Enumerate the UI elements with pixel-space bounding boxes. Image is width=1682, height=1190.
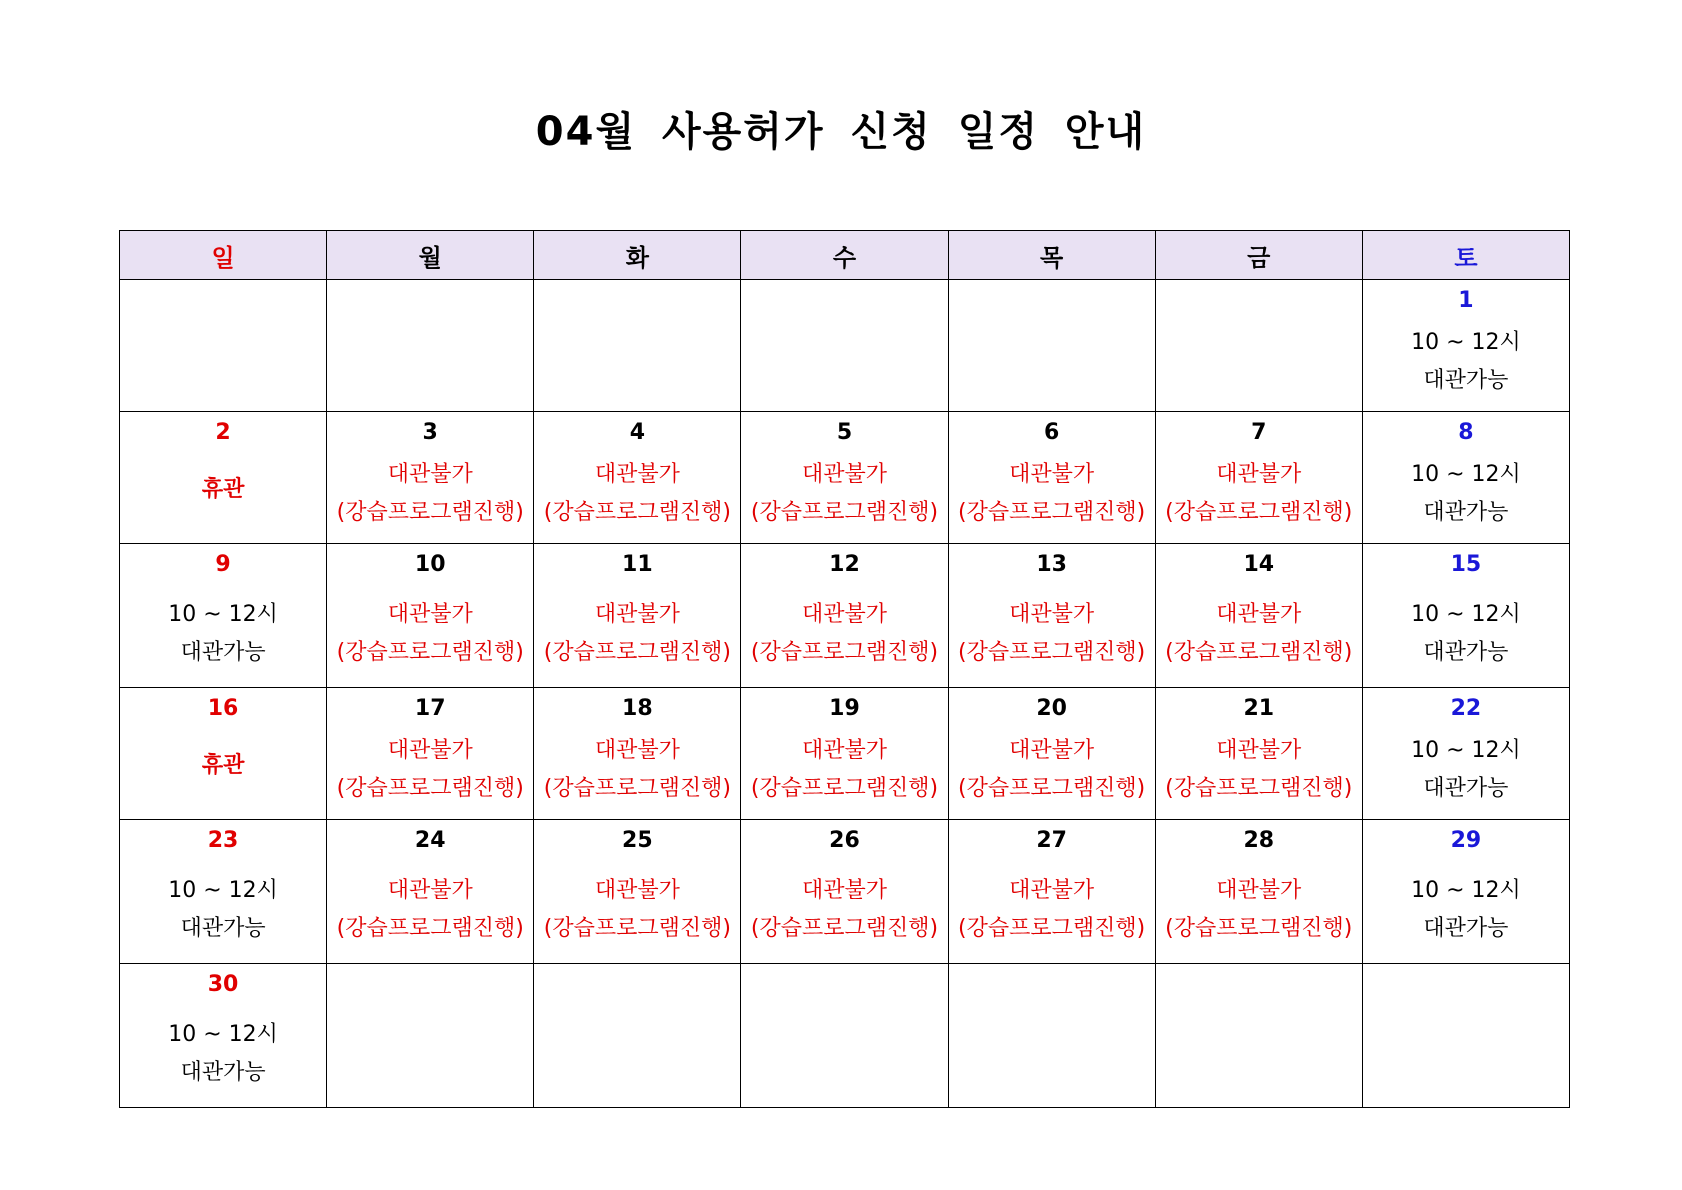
week-row	[120, 412, 1570, 544]
weekday-sat: 토	[1362, 231, 1569, 280]
available-label: 대관가능	[180, 640, 266, 665]
calendar-cell	[1362, 820, 1569, 964]
calendar-cell	[948, 412, 1155, 544]
calendar-cell	[327, 280, 534, 412]
day-number: 6	[1043, 420, 1060, 445]
day-number: 11	[622, 552, 653, 577]
unavailable-label: 대관불가	[594, 462, 680, 487]
program-label: (강습프로그램진행)	[336, 916, 524, 941]
program-label: (강습프로그램진행)	[750, 640, 939, 665]
calendar-cell	[327, 964, 534, 1108]
unavailable-label: 대관불가	[387, 602, 473, 627]
program-label: (강습프로그램진행)	[1165, 776, 1353, 801]
day-number: 15	[1450, 552, 1482, 577]
week-row	[120, 280, 1570, 412]
unavailable-label: 대관불가	[801, 462, 887, 487]
program-label: (강습프로그램진행)	[543, 640, 731, 665]
program-label: (강습프로그램진행)	[1165, 500, 1353, 525]
program-label: (강습프로그램진행)	[958, 500, 1146, 525]
calendar-cell	[741, 412, 948, 544]
day-number: 22	[1450, 696, 1482, 721]
calendar-cell	[1155, 820, 1362, 964]
program-label: (강습프로그램진행)	[336, 776, 524, 801]
calendar-cell	[1155, 544, 1362, 688]
program-label: (강습프로그램진행)	[543, 916, 731, 941]
program-label: (강습프로그램진행)	[958, 776, 1146, 801]
calendar-cell	[534, 688, 741, 820]
week-row	[120, 964, 1570, 1108]
available-time: 10 ~ 12시	[1411, 602, 1521, 627]
calendar-cell	[327, 820, 534, 964]
weekday-wed: 수	[741, 231, 948, 280]
calendar-cell	[1155, 964, 1362, 1108]
available-label: 대관가능	[1423, 640, 1509, 665]
day-number: 1	[1458, 288, 1474, 313]
available-time: 10 ~ 12시	[1411, 878, 1521, 903]
day-number: 21	[1243, 696, 1275, 721]
available-label: 대관가능	[1423, 776, 1509, 801]
calendar-cell	[327, 412, 534, 544]
day-number: 17	[414, 696, 446, 721]
available-label: 대관가능	[1423, 368, 1509, 393]
day-number: 25	[622, 828, 653, 853]
program-label: (강습프로그램진행)	[336, 500, 524, 525]
day-number: 16	[207, 696, 239, 721]
program-label: (강습프로그램진행)	[336, 640, 524, 665]
day-number: 10	[414, 552, 446, 577]
unavailable-label: 대관불가	[1009, 878, 1095, 903]
calendar-cell	[1362, 964, 1569, 1108]
program-label: (강습프로그램진행)	[543, 776, 731, 801]
unavailable-label: 대관불가	[801, 602, 887, 627]
calendar-cell	[534, 820, 741, 964]
calendar-cell	[1155, 412, 1362, 544]
day-number: 29	[1450, 828, 1482, 853]
day-number: 27	[1036, 828, 1067, 853]
week-row	[120, 688, 1570, 820]
unavailable-label: 대관불가	[387, 878, 473, 903]
unavailable-label: 대관불가	[1216, 602, 1302, 627]
calendar-cell	[120, 412, 327, 544]
day-number: 13	[1036, 552, 1067, 577]
available-label: 대관가능	[180, 1060, 266, 1085]
available-label: 대관가능	[1423, 916, 1509, 941]
calendar-cell	[534, 412, 741, 544]
unavailable-label: 대관불가	[1216, 738, 1302, 763]
available-label: 대관가능	[1423, 500, 1509, 525]
day-number: 2	[215, 420, 231, 445]
program-label: (강습프로그램진행)	[958, 916, 1146, 941]
calendar-cell	[948, 820, 1155, 964]
unavailable-label: 대관불가	[594, 738, 680, 763]
unavailable-label: 대관불가	[1009, 738, 1095, 763]
calendar-cell	[948, 964, 1155, 1108]
calendar-cell	[120, 820, 327, 964]
unavailable-label: 대관불가	[1216, 878, 1302, 903]
calendar-cell	[120, 544, 327, 688]
day-number: 9	[215, 552, 231, 577]
available-time: 10 ~ 12시	[1411, 330, 1521, 355]
program-label: (강습프로그램진행)	[543, 500, 731, 525]
calendar-cell	[534, 964, 741, 1108]
calendar-cell	[534, 280, 741, 412]
week-row	[120, 544, 1570, 688]
closed-label: 휴관	[201, 477, 245, 502]
day-number: 20	[1036, 696, 1067, 721]
calendar-cell	[1155, 280, 1362, 412]
calendar-cell	[948, 688, 1155, 820]
program-label: (강습프로그램진행)	[1165, 916, 1353, 941]
weekday-header-row	[120, 231, 1570, 280]
weekday-fri: 금	[1155, 231, 1362, 280]
weekday-mon: 월	[327, 231, 534, 280]
day-number: 7	[1251, 420, 1267, 445]
calendar-cell	[120, 964, 327, 1108]
available-time: 10 ~ 12시	[168, 602, 278, 627]
day-number: 19	[829, 696, 860, 721]
day-number: 8	[1458, 420, 1474, 445]
day-number: 4	[629, 420, 645, 445]
calendar-cell	[120, 280, 327, 412]
program-label: (강습프로그램진행)	[750, 500, 939, 525]
unavailable-label: 대관불가	[801, 738, 887, 763]
day-number: 3	[422, 420, 438, 445]
calendar-cell	[741, 544, 948, 688]
unavailable-label: 대관불가	[1009, 462, 1095, 487]
day-number: 23	[207, 828, 239, 853]
available-time: 10 ~ 12시	[168, 1022, 278, 1047]
calendar-cell	[1362, 280, 1569, 412]
weekday-thu: 목	[948, 231, 1155, 280]
calendar-cell	[1362, 544, 1569, 688]
calendar-cell	[948, 544, 1155, 688]
unavailable-label: 대관불가	[801, 878, 887, 903]
unavailable-label: 대관불가	[1009, 602, 1095, 627]
day-number: 26	[829, 828, 860, 853]
calendar-cell	[120, 688, 327, 820]
day-number: 28	[1243, 828, 1275, 853]
calendar-cell	[948, 280, 1155, 412]
unavailable-label: 대관불가	[1216, 462, 1302, 487]
calendar-cell	[327, 544, 534, 688]
day-number: 18	[622, 696, 653, 721]
unavailable-label: 대관불가	[387, 738, 473, 763]
day-number: 14	[1243, 552, 1275, 577]
available-time: 10 ~ 12시	[1411, 462, 1521, 487]
page-title: 04월 사용허가 신청 일정 안내	[535, 109, 1147, 155]
available-time: 10 ~ 12시	[1411, 738, 1521, 763]
day-number: 12	[829, 552, 860, 577]
day-number: 24	[414, 828, 446, 853]
calendar-cell	[741, 688, 948, 820]
closed-label: 휴관	[201, 753, 245, 778]
program-label: (강습프로그램진행)	[750, 916, 939, 941]
day-number: 5	[836, 420, 853, 445]
calendar-cell	[534, 544, 741, 688]
calendar-table	[119, 230, 1570, 1108]
program-label: (강습프로그램진행)	[1165, 640, 1353, 665]
program-label: (강습프로그램진행)	[750, 776, 939, 801]
day-number: 30	[207, 972, 239, 997]
calendar-cell	[741, 820, 948, 964]
calendar-cell	[1362, 412, 1569, 544]
week-row	[120, 820, 1570, 964]
calendar-cell	[1155, 688, 1362, 820]
calendar-cell	[327, 688, 534, 820]
available-time: 10 ~ 12시	[168, 878, 278, 903]
unavailable-label: 대관불가	[387, 462, 473, 487]
program-label: (강습프로그램진행)	[958, 640, 1146, 665]
weekday-tue: 화	[534, 231, 741, 280]
calendar-cell	[741, 964, 948, 1108]
available-label: 대관가능	[180, 916, 266, 941]
unavailable-label: 대관불가	[594, 602, 680, 627]
calendar-cell	[1362, 688, 1569, 820]
weekday-sun: 일	[120, 231, 327, 280]
calendar-cell	[741, 280, 948, 412]
unavailable-label: 대관불가	[594, 878, 680, 903]
